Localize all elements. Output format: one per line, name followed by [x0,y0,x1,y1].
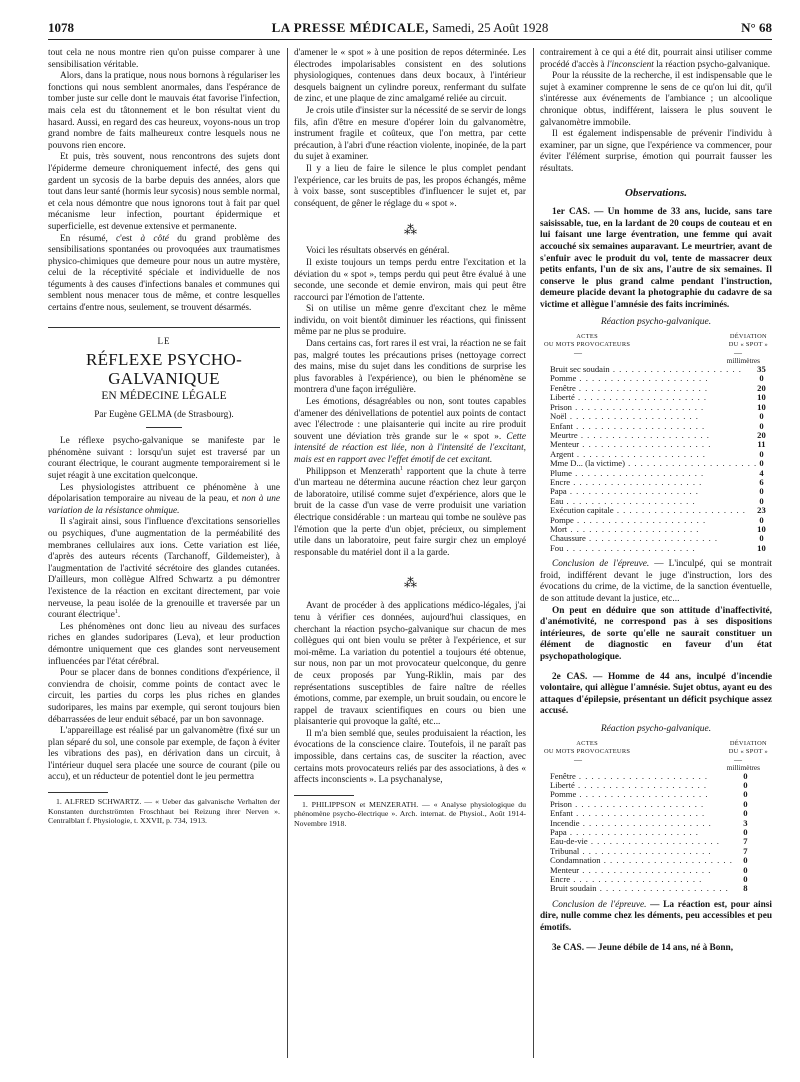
leader-dots: . . . . . . . . . . . . . . . . . . . . . [575,771,709,781]
table-row [550,459,766,468]
leader-dots: . . . . . . . . . . . . . . . . . . . . . [600,856,733,866]
word-cell [550,393,757,402]
word-cell [550,772,733,781]
deviation-value: 10 [757,542,766,553]
provocative-word: Menteur [550,865,580,875]
text-run: En résumé, c'est [60,233,141,244]
deviation-value: 20 [757,382,766,393]
text-run: Philippson et Menzerath [306,466,401,477]
deviation-value: 0 [759,411,764,422]
column-2 [294,48,526,1060]
table-row [550,478,766,487]
word-cell [550,497,757,506]
header-rule [48,39,772,40]
leader-dots: . . . . . . . . . . . . . . . . . . . . . [587,837,720,847]
paragraph [540,48,772,71]
deviation-value: 7 [743,836,748,847]
provocative-word: Noël [550,412,567,422]
leader-dots: . . . . . . . . . . . . . . . . . . . . . [571,799,705,809]
word-cell [550,487,757,496]
deviation-value: 0 [743,864,748,875]
deviation-value: 0 [759,420,764,431]
provocative-word: Meurtre [550,430,578,440]
table-row [550,884,758,893]
provocative-word: Pomme [550,374,577,384]
dash: — [734,348,742,358]
italic-run: Cette intensité de réaction est liée, non à l'intensité de l'excitant, mais est en rapport avec l'effet émotif de cet excitant. [294,431,526,465]
provocative-word: Mort [550,524,568,534]
paragraph [48,483,280,518]
paragraph: Les phénomènes ont donc lieu au niveau des surfaces riches en glandes sudoripares (Leva), et leur production démontre uniquement que ces glandes sont nerveusement influencées par l'état cérébral. [48,621,280,667]
paragraph [294,397,526,467]
leader-dots: . . . . . . . . . . . . . . . . . . . . . [574,393,708,403]
table-row [550,847,758,856]
table-row [550,431,766,440]
issue-number: N° 68 [741,20,772,35]
leader-dots: . . . . . . . . . . . . . . . . . . . . . [576,790,709,800]
table-row [550,469,766,478]
leader-dots: . . . . . . . . . . . . . . . . . . . . . [567,524,700,534]
header-text: DU « SPOT » [728,747,768,755]
deviation-value: 0 [743,826,748,837]
leader-dots: . . . . . . . . . . . . . . . . . . . . . [570,874,703,884]
table-row [550,828,758,837]
deviation-value: 10 [757,523,766,534]
paragraph: L'appareillage est réalisé par un galvanomètre (fixé sur un plan séparé du sol, une console par exemple, de façon à éviter les vibrations des pas), en dérivation dans un circuit, à l'intérieur duquel sera placée une source de courant (pile ou accu), et un réducteur de potentiel dont le jeu permettra [48,726,280,783]
journal-name: LA PRESSE MÉDICALE, [271,20,429,35]
deviation-value: 0 [759,486,764,497]
provocative-word: Fou [550,543,564,553]
deviation-value: 11 [757,439,766,450]
leader-dots: . . . . . . . . . . . . . . . . . . . . . [575,383,709,393]
word-cell [550,403,757,412]
leader-dots: . . . . . . . . . . . . . . . . . . . . . [563,543,696,553]
deviation-value: 0 [743,789,748,800]
paragraph: Et puis, très souvent, nous rencontrons des sujets dont l'épiderme demeure chroniquement infecté, des gens qui gardent un sycosis de la barbe depuis des années, alors que tout dans leur santé (hormis leur sycosis) nous semble normal, et cela nous démontre que nous ignorons tout à fait par quel mécanisme leur infection, pourtant épidermique et superficielle, est devenue extensive et permanente. [48,152,280,232]
table-header-right [729,740,768,756]
provocative-word: Incendie [550,818,580,828]
paragraph [540,559,772,605]
deviation-value: 0 [759,373,764,384]
provocative-word: Prison [550,799,572,809]
provocative-word: Eau-de-vie [550,837,588,847]
word-cell [550,412,757,421]
italic-run: l'inconscient [606,59,654,70]
leader-dots: . . . . . . . . . . . . . . . . . . . . . [572,421,706,431]
footnote-ref: 1 [400,465,404,472]
paragraph: Avant de procéder à des applications médico-légales, j'ai tenu à vérifier ces données, aujourd'hui classiques, en cherchant la réaction psycho-galvanique sur chacun de mes collègues qui ont bien voulu se prêter à l'expérience, et sur moi-même. La variation du potentiel a toujours été obtenue, sur nous, non par un mot provocateur quelconque, du genre de ceux proposés par Yung-Riklin, mais par des représentations susceptibles de faire naître de réelles émotions, comme, par exemple, un bruit soudain, ou encore le rappel de travaux scientifiques en cours ou bien une plaisanterie qui provoque la gaîté, etc... [294,601,526,728]
table-row [550,516,766,525]
paragraph: Voici les résultats observés en général. [306,246,450,257]
word-cell [550,847,733,856]
leader-dots: . . . . . . . . . . . . . . . . . . . . . [571,468,705,478]
provocative-word: Plume [550,468,572,478]
deviation-value: 0 [743,855,748,866]
deviation-value: 0 [743,779,748,790]
paragraph: Le réflexe psycho-galvanique se manifeste par le phénomène suivant : lorsqu'un sujet est traversé par un courant électrique, le courant augmente temporairement si le sujet réagit à une excitation quelconque. [48,436,280,482]
case-description: 2e CAS. — Homme de 44 ans, inculpé d'incendie volontaire, qui allègue l'amnésie. Sujet obtus, ayant eu des attaques d'épilepsie, présentant un déficit psychique assez accusé. [540,671,772,717]
word-cell [550,478,757,487]
provocative-word: Mme D... (la victime) [550,459,625,469]
header-text: DU « SPOT » [728,341,768,349]
table-header-dashes [540,349,772,356]
header-text: OU MOTS PROVOCATEURS [544,747,631,755]
text-run: Les émotions, désagréables ou non, sont toutes capables d'amener des dénivellations de potentiel aux points de contact avec l'électrode : une plaisanterie qui incite au rire produit souvent une déviation très grande sur le « spot ». [294,397,526,442]
table-row [550,440,766,449]
issue-date: Samedi, 25 Août 1928 [432,20,549,35]
deviation-value: 4 [759,467,764,478]
article-author: Par Eugène GELMA (de Strasbourg). [94,410,234,421]
provocative-word: Fenêtre [550,383,576,393]
deviation-value: 10 [757,392,766,403]
provocative-word: Condamnation [550,856,601,866]
case-description: 3e CAS. — Jeune débile de 14 ans, né à Bonn, [552,942,734,953]
leader-dots: . . . . . . . . . . . . . . . . . . . . . [585,534,719,544]
deviation-value: 10 [757,401,766,412]
text-run: la réaction psycho-galvanique. [653,59,771,70]
provocative-word: Enfant [550,421,573,431]
word-cell [550,544,757,553]
dash: — [574,754,582,764]
header-text: ACTES [576,333,598,341]
header-text: OU MOTS PROVOCATEURS [544,341,631,349]
word-cell [550,534,757,543]
title-rule [146,427,182,428]
leader-dots: . . . . . . . . . . . . . . . . . . . . . [596,884,729,894]
table-row [550,393,766,402]
provocative-word: Menteur [550,440,580,450]
dash: — [734,754,742,764]
leader-dots: . . . . . . . . . . . . . . . . . . . . . [574,780,708,790]
table-row [550,534,766,543]
text-run: du grand problème des sensibilisations spontanées ou provoquées aux traumatismes physico-chimiques que demeure pour nous un autre mystère, celui de la réceptivité spéciale et individuelle de nos téguments à des causes d'infections banales et communes qui semblent nous menacer tous de même, et contre lesquelles certains d'entre nous, seulement, se trouvent désarmés. [48,233,280,314]
footnote: 1. ALFRED SCHWARTZ. — « Ueber das galvanische Verhalten der Konstanten durchströmten Froschhaut bei Reizung ihrer Nerven ». Centralblatt f. Physiologie, t. XXVII, p. 734, 1913. [48,797,280,826]
text-run: — La réaction est, pour ainsi dire, nulle comme chez les déments, peu accessibles et peu émotifs. [540,899,772,933]
table-row [550,422,766,431]
word-cell [550,459,757,468]
reaction-table [550,365,766,553]
dash: — [574,348,582,358]
leader-dots: . . . . . . . . . . . . . . . . . . . . . [572,809,706,819]
deviation-value: 0 [759,448,764,459]
paragraph: d'amener le « spot » à une position de repos déterminée. Les électrodes impolarisables consistent en des solutions physiologiques, contenues dans deux bocaux, à l'intérieur desquels baignent un cylindre poreux, renfermant du sulfate de zinc, et une plaque de zinc amalgamé reliée au circuit. [294,48,526,105]
paragraph: Pour la réussite de la recherche, il est indispensable que le sujet à examiner comprenne le sens de ce qu'on lui dit, qu'il s'intéresse aux événements de l'ambiance ; un alcoolique chronique obtus, indifférent, laissera le plus souvent le galvanomètre immobile. [540,71,772,128]
article-separator [48,327,280,328]
provocative-word: Bruit soudain [550,884,597,894]
table-row [550,875,758,884]
deviation-value: 0 [743,798,748,809]
table-row [550,781,758,790]
provocative-word: Chaussure [550,534,586,544]
table-row [550,403,766,412]
table-row [550,525,766,534]
provocative-word: Exécution capitale [550,506,614,516]
deviation-value: 0 [759,514,764,525]
word-cell [550,856,733,865]
footnote: 1. PHILIPPSON et MENZERATH. — « Analyse physiologique du phénomène psycho-électrique ». Arch. internat. de Physiol., Août 1914-Novembre 1918. [294,799,526,828]
deviation-value: 0 [759,458,764,469]
italic-run: non à une variation de la résistance ohmique. [48,494,280,516]
word-cell [550,365,757,374]
provocative-word: Enfant [550,809,573,819]
deviation-value: 0 [743,770,748,781]
italic-run: Conclusion de l'épreuve. [552,559,650,570]
word-cell [550,866,733,875]
provocative-word: Liberté [550,393,575,403]
word-cell [550,828,733,837]
leader-dots: . . . . . . . . . . . . . . . . . . . . . [613,506,746,516]
leader-dots: . . . . . . . . . . . . . . . . . . . . . [563,496,696,506]
header-text: DÉVIATION [729,333,767,341]
table-row [550,506,766,515]
table-row [550,800,758,809]
italic-run: à côté [140,233,169,244]
leader-dots: . . . . . . . . . . . . . . . . . . . . . [579,818,712,828]
word-cell [550,384,757,393]
article-prefix: LE [157,335,171,346]
table-row [550,819,758,828]
italic-run: Conclusion de l'épreuve. [552,899,647,910]
reaction-table [550,772,758,894]
word-cell [550,450,757,459]
paragraph: Je crois utile d'insister sur la nécessité de se servir de longs fils, afin d'être en mesure d'opérer loin du galvanomètre, instrument fragile et coûteux, que l'on mettra, par cette précaution, à l'abri d'une réaction violente, inopinée, de la part du sujet à examiner. [294,105,526,163]
text-run: Il s'agirait ainsi, sous l'influence d'excitations sensorielles ou psychiques, d'une augmentation de la perméabilité des membranes cellulaires aux ions. Cette variation est liée, d'après des auteurs récents (Tarchanoff, Gildemeister), à l'augmentation de l'activité sécrétoire des glandes cutanées. D'ailleurs, mon collègue Alfred Schwartz a pu démontrer l'existence de la réaction en excitant directement, par voie nerveuse, la peau isolée de la grenouille et traversée par un courant électrique [48,517,280,621]
deviation-value: 3 [743,817,748,828]
table-unit: millimètres [726,356,760,366]
provocative-word: Encre [550,874,571,884]
provocative-word: Papa [550,827,567,837]
provocative-word: Papa [550,487,567,497]
deviation-value: 8 [743,883,748,894]
provocative-word: Tribunal [550,846,580,856]
text-run: — L'inculpé, qui se montrait froid, indifférent devant le juge d'instruction, lors des évocations du crime, de la victime, de la sanction éventuelle, de son attitude devant la justice, etc... [540,559,772,604]
paragraph: tout cela ne nous montre rien qu'on puisse comparer à une sensibilisation véritable. [48,48,280,70]
paragraph: Il m'a bien semblé que, seules produisaient la réaction, les évocations de la conscience claire. Toutefois, il ne paraît pas impossible, dans certains cas, de susciter la réaction, avec certains mots provocateurs reliés par des associations, à des « affects inconscients ». La psychanalyse, [294,728,526,786]
provocative-word: Pompe [550,515,574,525]
leader-dots: . . . . . . . . . . . . . . . . . . . . . [579,846,712,856]
table-header-right [729,333,768,349]
running-title [48,20,772,36]
leader-dots: . . . . . . . . . . . . . . . . . . . . . [573,449,706,459]
word-cell [550,781,733,790]
paragraph: Il y a lieu de faire le silence le plus complet pendant l'expérience, car les bruits de pas, les propos échangés, même à voix basse, sont susceptibles d'influencer le sujet et, par conséquent, de gêner le réglage du « spot ». [294,163,526,209]
table-row [550,384,766,393]
word-cell [550,837,733,846]
paragraph: Si on utilise un même genre d'excitant chez le même individu, on voit bientôt diminuer les réactions, qui finissent même par ne plus se produire. [294,304,526,338]
text-run: Les physiologistes attribuent ce phénomène à une dépolarisation temporaire au niveau de la peau, et [48,482,280,505]
paragraph: Il s'agirait ainsi, sous l'influence d'excitations sensorielles ou psychiques, d'une augmentation de la perméabilité des membranes cellulaires aux ions. Cette variation est liée, d'après des auteurs récents (Tarchanoff, Gildemeister), à l'augmentation de l'activité sécrétoire des glandes cutanées. D'ailleurs, mon collègue Alfred Schwartz a pu démontrer l'existence de la réaction en excitant directement, par voie nerveuse, la peau isolée de la grenouille et traversée par un courant électrique$^1$. [48,517,280,621]
table-row [550,487,766,496]
word-cell [550,875,733,884]
deviation-value: 7 [743,845,748,856]
paragraph: Pour se placer dans de bonnes conditions d'expérience, il conviendra de choisir, comme points de contact avec le circuit, les parties du corps les plus riches en glandes sudoripares, les mains par exemple, qui seront toujours bien débarrassées de leur enduit sébacé, par un bon savonnage. [48,668,280,725]
text-run: contrairement à ce qui a été dit, pourrait ainsi utiliser comme procédé d'accès à [540,48,772,70]
deviation-value: 0 [759,533,764,544]
table-row [550,790,758,799]
deviation-value: 20 [757,429,766,440]
header-text: DÉVIATION [729,739,767,747]
word-cell [550,440,757,449]
leader-dots: . . . . . . . . . . . . . . . . . . . . . [624,459,758,469]
table-row [550,497,766,506]
paragraph: Alors, dans la pratique, nous nous bornons à régulariser les fonctions qui nous semblent anormales, dans l'espérance de tomber juste sur celle dont le mauvais état favorise l'infection, mais cela est du tâtonnement et le bon résultat vient du hasard. Aussi, en regard des cas heureux, voyons-nous un trop grand nombre de faits malheureux contre lesquels nous ne pouvons rien encore. [48,71,280,151]
table-row [550,450,766,459]
word-cell [550,809,733,818]
deviation-value: 35 [757,364,766,375]
footnote-rule [294,795,354,796]
provocative-word: Argent [550,449,574,459]
word-cell [550,422,757,431]
page-header [48,20,772,36]
leader-dots: . . . . . . . . . . . . . . . . . . . . . [577,430,710,440]
leader-dots: . . . . . . . . . . . . . . . . . . . . . [566,412,699,422]
word-cell [550,469,757,478]
table-row [550,365,766,374]
word-cell [550,884,733,893]
column-divider [287,48,288,1058]
leader-dots: . . . . . . . . . . . . . . . . . . . . . [570,477,703,487]
deviation-value: 0 [743,873,748,884]
article-subtitle: EN MÉDECINE LÉGALE [101,390,227,403]
provocative-word: Encre [550,477,571,487]
deviation-value: 6 [759,476,764,487]
word-cell [550,506,757,515]
table-title: Réaction psycho-galvanique. [600,317,712,328]
leader-dots: . . . . . . . . . . . . . . . . . . . . . [566,827,699,837]
asterism: ⁂ [404,222,416,238]
table-row [550,772,758,781]
column-1 [48,48,280,1060]
table-row [550,412,766,421]
provocative-word: Fenêtre [550,771,576,781]
footnote-ref: 1 [114,609,118,616]
case-description: 1er CAS. — Un homme de 33 ans, lucide, sans tare saisissable, tue, en la lardant de 20 coups de couteau et en lui faisant une large éventration, une femme qui avait accouché six semaines auparavant. Le meurtrier, avant de s'enfuir avec le produit du vol, tente de massacrer deux petits enfants, l'un de six ans, l'autre de six semaines. Il conserve le plus grand calme pendant l'instruction, demeure placide devant la photographie du cadavre de sa victime et allègue l'amnésie des faits incriminés. [540,207,772,310]
paragraph: Dans certains cas, fort rares il est vrai, la réaction ne se fait pas, malgré toutes les précautions prises (nettoyage correct des mains, mise du sujet dans les conditions de surprise les plus favorables à l'expérience), ou bien le phénomène se montrera d'une façon irrégulière. [294,339,526,396]
table-unit: millimètres [726,762,760,772]
leader-dots: . . . . . . . . . . . . . . . . . . . . . [609,365,742,375]
paragraph [294,467,526,560]
word-cell [550,431,757,440]
table-row [550,866,758,875]
table-header [540,740,772,756]
table-row [550,837,758,846]
section-heading: Observations. [624,186,688,199]
text-run: rapportent que la chute à terre d'un marteau ne détermina aucune réaction chez leur garçon de laboratoire, utilisé comme sujet d'expérience, alors que le bruit de la casse d'un vase de verre produisit une variation électrique considérable : un marteau qui tombe ne soulève pas l'émotion que la perte d'un objet, précieux, ou simplement utile dans un laboratoire, peut faire surgir chez un employé responsable du matériel dont il a la garde. [294,466,526,558]
leader-dots: . . . . . . . . . . . . . . . . . . . . . [579,440,712,450]
asterism: ⁂ [404,575,416,591]
paragraph: Il est également indispensable de prévenir l'individu à examiner, par un signe, que l'expérience va commencer, pour éviter l'élément surprise, émotion qui pourrait fausser les résultats. [540,129,772,174]
paragraph: On peut en déduire que son attitude d'inaffectivité, d'anémotivité, ne correspond pas à ses dispositions intérieures, de sorte qu'elle ne saurait constituer un élément de diagnostic en faveur d'un état psychopathologique. [540,605,772,662]
table-row [550,856,758,865]
table-title: Réaction psycho-galvanique. [600,723,712,734]
paragraph [48,234,280,315]
table-row [550,809,758,818]
provocative-word: Prison [550,402,572,412]
paragraph [540,900,772,935]
leader-dots: . . . . . . . . . . . . . . . . . . . . . [566,487,699,497]
word-cell [550,819,733,828]
provocative-word: Pomme [550,790,577,800]
leader-dots: . . . . . . . . . . . . . . . . . . . . . [579,865,712,875]
provocative-word: Eau [550,496,564,506]
table-header-left [544,740,630,756]
word-cell [550,800,733,809]
page-number: 1078 [48,20,74,35]
provocative-word: Bruit sec soudain [550,365,610,375]
article-title: RÉFLEXE PSYCHO-GALVANIQUE [85,350,243,389]
table-header [540,333,772,349]
table-header-left [544,333,630,349]
provocative-word: Liberté [550,780,575,790]
leader-dots: . . . . . . . . . . . . . . . . . . . . . [571,402,705,412]
word-cell [550,790,733,799]
column-3 [540,48,772,1060]
deviation-value: 0 [759,495,764,506]
leader-dots: . . . . . . . . . . . . . . . . . . . . . [576,374,709,384]
word-cell [550,525,757,534]
deviation-value: 23 [757,505,766,516]
table-header-dashes [540,756,772,763]
table-row [550,544,766,553]
deviation-value: 0 [743,808,748,819]
leader-dots: . . . . . . . . . . . . . . . . . . . . . [573,515,707,525]
word-cell [550,516,757,525]
paragraph: Il existe toujours un temps perdu entre l'excitation et la déviation du « spot », temps perdu qui peut être évalué à une seconde, une seconde et demie environ, mais qui peut être raccourci par l'émotion de l'attente. [294,257,526,303]
footnote-rule [48,792,108,793]
column-divider [533,48,534,1058]
word-cell [550,374,757,383]
header-text: ACTES [576,739,598,747]
table-row [550,374,766,383]
